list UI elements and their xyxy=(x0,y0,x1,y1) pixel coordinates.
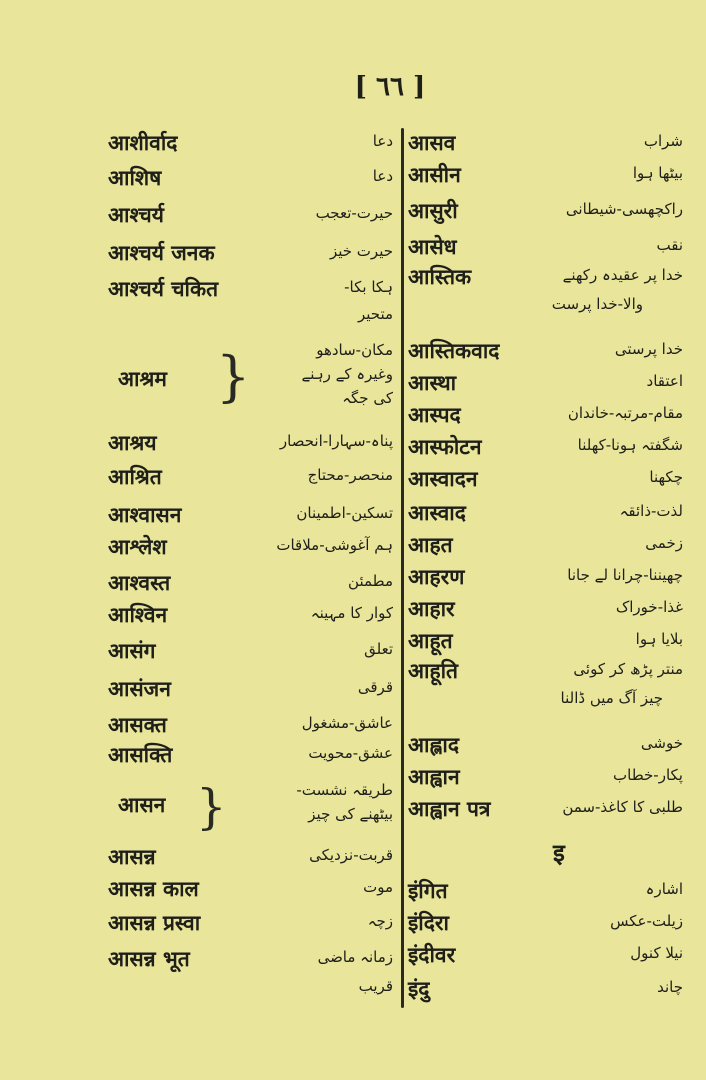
entry xyxy=(108,500,393,534)
headword: आह्वान xyxy=(408,765,460,789)
meaning: خدا پر عقیدہ رکھنے xyxy=(562,266,683,284)
entry xyxy=(108,636,393,670)
entry xyxy=(408,730,683,764)
page-number: [ ٦٦ ] xyxy=(354,72,426,102)
entry xyxy=(108,568,393,602)
meaning: منحصر-محتاج xyxy=(307,466,393,484)
headword: आहरण xyxy=(408,565,465,589)
headword: आश्रित xyxy=(108,465,162,489)
meaning: زمانہ ماضی xyxy=(317,948,393,966)
headword: आशिष xyxy=(108,166,162,190)
headword: आश्रय xyxy=(108,431,157,455)
meaning: غذا-خوراک xyxy=(615,598,683,616)
meaning: موت xyxy=(363,878,393,896)
headword: आश्वस्त xyxy=(108,571,171,595)
entry xyxy=(108,778,393,838)
meaning-continued: چیز آگ میں ڈالنا xyxy=(560,689,663,707)
headword: इंदु xyxy=(408,977,430,1001)
brace-icon: } xyxy=(196,779,227,835)
meaning: عشق-محویت xyxy=(308,744,393,762)
column-divider xyxy=(401,128,404,1008)
meaning: قربت-نزدیکی xyxy=(309,846,393,864)
headword: आसेध xyxy=(408,235,457,259)
entry xyxy=(108,874,393,908)
meaning-continued: قریب xyxy=(358,977,393,995)
meaning: زچہ xyxy=(367,912,393,930)
meaning: مطمئن xyxy=(348,572,393,590)
meaning: بیٹھا ہوا xyxy=(632,164,683,182)
meaning: دعا xyxy=(372,132,393,150)
headword: आसक्ति xyxy=(108,743,173,767)
entry xyxy=(408,160,683,194)
entry xyxy=(108,710,393,744)
entry xyxy=(408,262,683,322)
headword: आस्तिक xyxy=(408,265,472,289)
entry xyxy=(408,530,683,564)
meaning-continued: والا-خدا پرست xyxy=(551,295,643,313)
headword: आहूत xyxy=(408,629,453,653)
headword: आस्तिकवाद xyxy=(408,339,500,363)
headword: आस्वाद xyxy=(408,501,466,525)
meaning: ہکا بکا- xyxy=(344,278,393,296)
entry xyxy=(408,974,683,1008)
headword: आसन्न प्रस्वा xyxy=(108,911,201,935)
entry xyxy=(108,740,393,774)
entry xyxy=(408,794,683,828)
entry xyxy=(408,400,683,434)
entry xyxy=(108,908,393,942)
meaning: چاند xyxy=(657,978,683,996)
headword: इंदिरा xyxy=(408,911,449,935)
headword: आश्रम xyxy=(118,367,167,391)
meaning-continued: کی جگہ xyxy=(342,389,393,407)
meaning: پکار-خطاب xyxy=(613,766,683,784)
entry xyxy=(108,600,393,634)
meaning: تعلق xyxy=(364,640,393,658)
entry xyxy=(108,532,393,566)
headword: आश्चर्य चकित xyxy=(108,277,219,301)
entry xyxy=(408,626,683,660)
meaning: مقام-مرتبہ-خاندان xyxy=(567,404,683,422)
meaning: مکان-سادھو xyxy=(316,341,393,359)
meaning: خدا پرستی xyxy=(614,340,683,358)
entry xyxy=(408,594,683,628)
meaning: طریقہ نشست- xyxy=(296,781,393,799)
headword: आहूति xyxy=(408,659,459,683)
meaning: زخمی xyxy=(645,534,683,552)
meaning: پناہ-سہارا-انحصار xyxy=(279,432,393,450)
meaning-continued: متحیر xyxy=(357,305,393,323)
headword: आसन्न काल xyxy=(108,877,199,901)
entry xyxy=(108,163,393,197)
meaning: ہم آغوشی-ملاقات xyxy=(276,536,393,554)
meaning: طلبی کا کاغذ-سمن xyxy=(562,798,683,816)
headword: आहार xyxy=(408,597,455,621)
headword: आस्था xyxy=(408,371,457,395)
meaning-continued: بیٹھنے کی چیز xyxy=(308,805,393,823)
headword: इंदीवर xyxy=(408,943,456,967)
headword: इंगित xyxy=(408,879,448,903)
entry xyxy=(108,238,393,272)
headword: आह्वान पत्र xyxy=(408,797,491,821)
headword: आस्फोटन xyxy=(408,435,482,459)
headword: आसंग xyxy=(108,639,156,663)
entry xyxy=(408,464,683,498)
section-letter: इ xyxy=(553,839,565,867)
meaning: دعا xyxy=(372,167,393,185)
entry xyxy=(408,876,683,910)
headword: आसक्त xyxy=(108,713,167,737)
entry xyxy=(408,128,683,162)
meaning: لذت-ذائقہ xyxy=(619,502,683,520)
entry xyxy=(408,336,683,370)
entry xyxy=(408,562,683,596)
headword: आशीर्वाद xyxy=(108,131,178,155)
headword: आसन्न भूत xyxy=(108,947,190,971)
entry xyxy=(108,428,393,462)
entry xyxy=(408,368,683,402)
entry xyxy=(408,908,683,942)
meaning: شراب xyxy=(643,132,683,150)
meaning: شگفتہ ہونا-کھلنا xyxy=(577,436,683,454)
entry xyxy=(108,462,393,496)
headword: आसन्न xyxy=(108,845,156,869)
headword: आह्लाद xyxy=(408,733,459,757)
headword: आहत xyxy=(408,533,453,557)
meaning: چکھنا xyxy=(649,468,683,486)
headword: आश्चर्य जनक xyxy=(108,241,215,265)
headword: आसन xyxy=(118,793,166,817)
headword: आस्पद xyxy=(408,403,461,427)
headword: आसव xyxy=(408,131,456,155)
entry xyxy=(108,674,393,708)
meaning: بلایا ہوا xyxy=(635,630,683,648)
entry xyxy=(108,944,393,1004)
headword: आश्विन xyxy=(108,603,168,627)
entry xyxy=(108,200,393,234)
headword: आश्चर्य xyxy=(108,203,164,227)
brace-icon: } xyxy=(216,345,251,408)
entry xyxy=(408,232,683,266)
entry xyxy=(108,338,393,424)
meaning: عاشق-مشغول xyxy=(301,714,393,732)
headword: आश्लेश xyxy=(108,535,167,559)
meaning: حیرت-تعجب xyxy=(315,204,393,222)
entry xyxy=(408,432,683,466)
headword: आसुरी xyxy=(408,199,458,223)
meaning: اشارہ xyxy=(645,880,683,898)
meaning: کوار کا مہینہ xyxy=(310,604,393,622)
entry xyxy=(108,128,393,162)
entry xyxy=(108,274,393,334)
entry xyxy=(408,196,683,230)
entry xyxy=(408,656,683,716)
meaning: تسکین-اطمینان xyxy=(296,504,393,522)
entry xyxy=(108,842,393,876)
meaning: اعتقاد xyxy=(646,372,683,390)
entry xyxy=(408,498,683,532)
meaning-continued: وغیرہ کے رہنے xyxy=(301,365,393,383)
meaning: قرقی xyxy=(357,678,393,696)
meaning: راکچھسی-شیطانی xyxy=(565,200,683,218)
meaning: زیلت-عکس xyxy=(610,912,683,930)
headword: आसंजन xyxy=(108,677,171,701)
entry xyxy=(408,762,683,796)
meaning: حیرت خیز xyxy=(329,242,393,260)
meaning: نقب xyxy=(656,236,683,254)
headword: आश्वासन xyxy=(108,503,182,527)
entry xyxy=(408,940,683,974)
meaning: چھیننا-چرانا لے جانا xyxy=(567,566,683,584)
headword: आस्वादन xyxy=(408,467,478,491)
meaning: منتر پڑھ کر کوئی xyxy=(573,660,683,678)
meaning: خوشی xyxy=(640,734,683,752)
headword: आसीन xyxy=(408,163,461,187)
meaning: نیلا کنول xyxy=(630,944,683,962)
